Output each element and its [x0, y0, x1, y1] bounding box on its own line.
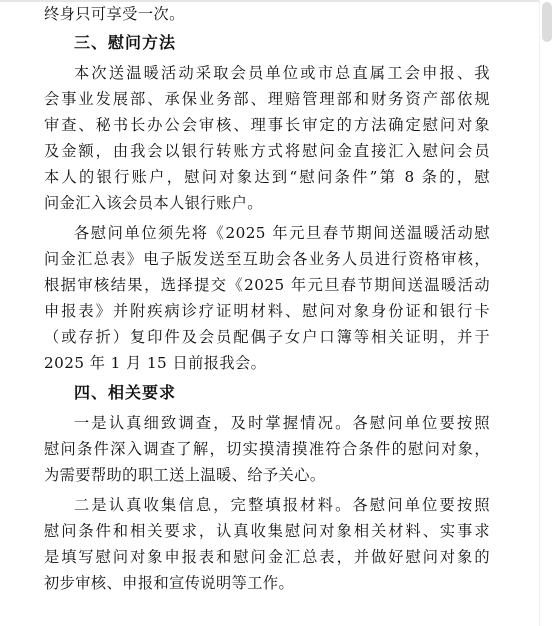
s4-p1-line-2: 慰问条件深入调查了解，切实摸清摸准符合条件的慰问对象， — [44, 440, 490, 458]
s4-p1-line-1: 一是认真细致调查，及时掌握情况。各慰问单位要按照 — [74, 414, 490, 432]
section-4-heading: 四、相关要求 — [74, 383, 177, 402]
s3-p1-line-6: 问金汇入该会员本人银行账户。 — [44, 194, 263, 212]
s4-p2-line-3: 是填写慰问对象申报表和慰问金汇总表，并做好慰问对象的 — [44, 548, 490, 566]
s3-p2-line-6: 2025 年 1 月 15 日前报我会。 — [44, 354, 267, 372]
s3-p1-line-4: 及金额，由我会以银行转账方式将慰问金直接汇入慰问会员 — [44, 142, 490, 160]
vertical-scrollbar[interactable] — [539, 0, 554, 626]
section-3-heading: 三、慰问方法 — [74, 33, 177, 52]
s4-p2-line-1: 二是认真收集信息，完整填报材料。各慰问单位要按照 — [74, 496, 490, 514]
page-top-rule — [0, 0, 554, 2]
s3-p2-line-2: 问金汇总表》电子版发送至互助会各业务人员进行资格审核， — [44, 250, 490, 268]
s3-p2-line-1: 各慰问单位须先将《2025 年元旦春节期间送温暖活动慰 — [74, 224, 490, 242]
s3-p2-line-4: 申报表》并附疾病诊疗证明材料、慰问对象身份证和银行卡 — [44, 302, 490, 320]
s4-p1-line-3: 为需要帮助的职工送上温暖、给予关心。 — [44, 466, 326, 484]
s3-p1-line-1: 本次送温暖活动采取会员单位或市总直属工会申报、我 — [74, 64, 490, 82]
s3-p2-line-3: 根据审核结果，选择提交《2025 年元旦春节期间送温暖活动 — [44, 276, 490, 294]
s3-p1-line-3: 审查、秘书长办公会审核、理事长审定的方法确定慰问对象 — [44, 116, 490, 134]
intro-tail-line: 终身只可享受一次。 — [44, 5, 185, 23]
s4-p2-line-2: 慰问条件和相关要求，认真收集慰问对象相关材料、实事求 — [44, 522, 490, 540]
s4-p2-line-4: 初步审核、申报和宣传说明等工作。 — [44, 574, 295, 592]
s3-p1-line-5: 本人的银行账户，慰问对象达到“慰问条件”第 8 条的，慰 — [44, 168, 490, 186]
s3-p1-line-2: 会事业发展部、承保业务部、理赔管理部和财务资产部依规 — [44, 90, 490, 108]
s3-p2-line-5: （或存折）复印件及会员配偶子女户口簿等相关证明，并于 — [44, 328, 490, 346]
scrollbar-thumb[interactable] — [542, 2, 552, 42]
